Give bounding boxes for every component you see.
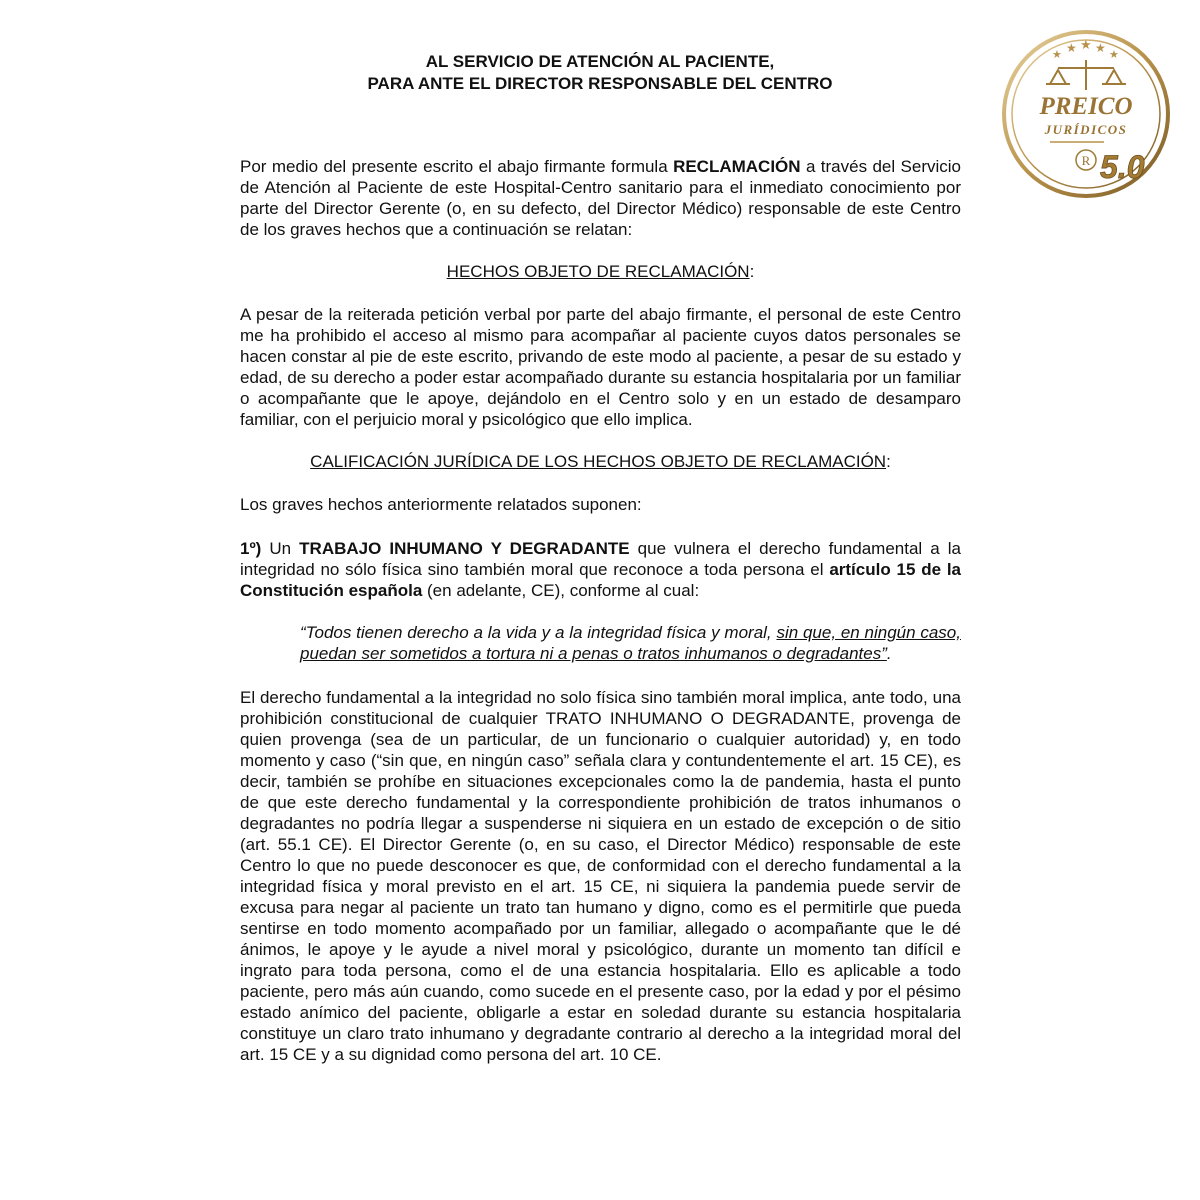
- preico-logo: [1000, 28, 1172, 200]
- intro-paragraph: [240, 156, 961, 240]
- facts-paragraph: A pesar de la reiterada petición verbal por parte del abajo firmante, el personal de este Centro me ha prohibido el acceso al mismo para acompañar al paciente cuyos datos personales se hacen constar al pie de este escrito, privando de este modo al paciente, a pesar de su estado y edad, de su derecho a poder estar acompañado durante su estancia hospitalaria por un familiar o acompañante que le apoye, dejándolo en el Centro solo y en un estado de desamparo familiar, con el perjuicio moral y psicológico que ello implica.: [240, 305, 961, 429]
- section-heading-calificacion: [240, 451, 961, 472]
- logo-version: 5.0: [1100, 149, 1145, 185]
- svg-text:★: ★: [1066, 41, 1077, 55]
- intro-text-1: Por medio del presente escrito el abajo firmante formula: [240, 157, 674, 176]
- point-1-paragraph: [240, 538, 961, 601]
- point-text-3: (en adelante, CE), conforme al cual:: [422, 581, 700, 600]
- quote-underlined: sin que, en ningún caso, puedan ser sometidos a tortura ni a penas o tratos inhumanos o degradantes”: [300, 623, 961, 663]
- stars-icon: [1052, 38, 1119, 61]
- logo-brand: PREICO: [1039, 93, 1133, 120]
- lead-paragraph: Los graves hechos anteriormente relatados suponen:: [240, 495, 642, 514]
- heading-line-1: AL SERVICIO DE ATENCIÓN AL PACIENTE,: [425, 52, 775, 71]
- section-colon: :: [749, 262, 755, 281]
- section-title-calificacion: CALIFICACIÓN JURÍDICA DE LOS HECHOS OBJETO DE RECLAMACIÓN: [310, 452, 887, 471]
- document-heading: [240, 51, 960, 95]
- section-title-hechos: HECHOS OBJETO DE RECLAMACIÓN: [446, 262, 750, 281]
- heading-line-2: PARA ANTE EL DIRECTOR RESPONSABLE DEL CENTRO: [367, 74, 833, 93]
- quote-end: .: [886, 644, 892, 663]
- point-text-2: que vulnera el derecho fundamental a la integridad no sólo física sino también moral que reconoce a toda persona el: [240, 539, 961, 579]
- point-text-1: Un: [261, 539, 300, 558]
- svg-text:★: ★: [1095, 41, 1106, 55]
- svg-text:★: ★: [1080, 38, 1092, 53]
- document-body: [240, 156, 961, 1065]
- point-number: 1º): [240, 539, 262, 558]
- logo-mark: R: [1081, 153, 1091, 168]
- scales-of-justice-icon: [1046, 60, 1126, 90]
- intro-text-2: a través del Servicio de Atención al Paciente de este Hospital-Centro sanitario para el inmediato conocimiento por parte del Director Gerente (o, en su defecto, del Director Médico) responsable de este Centro de los graves hechos que a continuación se relatan:: [240, 157, 961, 239]
- point-bold-1: TRABAJO INHUMANO Y DEGRADANTE: [299, 539, 630, 558]
- intro-bold-reclamacion: RECLAMACIÓN: [673, 157, 801, 176]
- body-paragraph: El derecho fundamental a la integridad no solo física sino también moral implica, ante todo, una prohibición constitucional de cualquier TRATO INHUMANO O DEGRADANTE, provenga de quien provenga (sea de un particular, de un funcionario o cualquier autoridad) y, en todo momento y caso (“sin que, en ningún caso” señala clara y contundentemente el art. 15 CE), es decir, también se prohíbe en situaciones excepcionales como la de pandemia, hasta el punto de que este derecho fundamental y la correspondiente prohibición de tratos inhumanos o degradantes no podría llegar a suspenderse ni siquiera en un estado de excepción o de sitio (art. 55.1 CE). El Director Gerente (o, en su caso, el Director Médico) responsable de este Centro lo que no puede desconocer es que, de conformidad con el derecho fundamental a la integridad física y moral previsto en el art. 15 CE, ni siquiera la pandemia puede servir de excusa para negar al paciente un trato tan humano y digno, como es el permitirle que pueda sentirse en todo momento acompañado por un familiar, allegado o acompañante que le dé ánimos, le apoye y le ayude a nivel moral y psicológico, durante un momento tan difícil e ingrato para toda persona, como el de una estancia hospitalaria. Ello es aplicable a todo paciente, pero más aún cuando, como sucede en el presente caso, por la edad y por el pésimo estado anímico del paciente, obligarle a estar en soledad durante su estancia hospitalaria constituye un claro trato inhumano y degradante contrario al derecho a la integridad moral del art. 15 CE y a su dignidad como persona del art. 10 CE.: [240, 688, 961, 1064]
- logo-sub: JURÍDICOS: [1044, 122, 1128, 137]
- svg-text:★: ★: [1109, 48, 1119, 61]
- quote-text: “Todos tienen derecho a la vida y a la integridad física y moral,: [300, 623, 777, 642]
- svg-text:★: ★: [1052, 48, 1062, 61]
- section-colon: :: [886, 452, 891, 471]
- section-heading-hechos: [240, 261, 961, 282]
- point-bold-2: artículo 15 de la Constitución española: [240, 560, 961, 600]
- constitution-quote: [300, 622, 961, 664]
